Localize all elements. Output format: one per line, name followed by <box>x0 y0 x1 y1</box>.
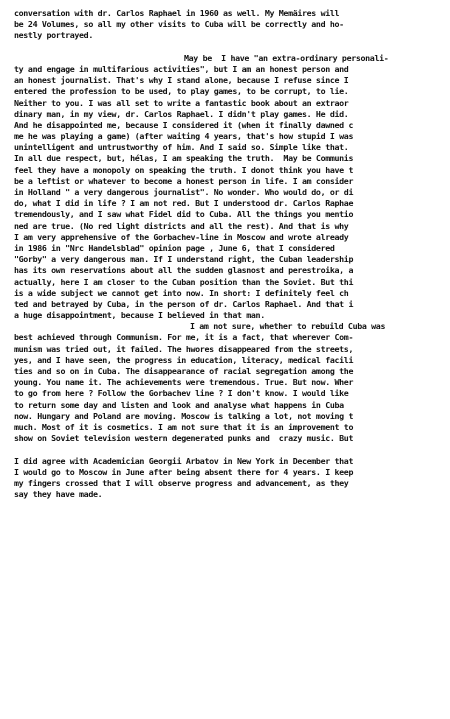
text-line: now. Hungary and Poland are moving. Moscow is talking a lot, not moving t <box>14 410 354 421</box>
typewritten-letter-body <box>14 8 444 500</box>
text-line: be 24 Volumes, so all my other visits to Cuba will be correctly and ho- <box>14 19 344 30</box>
text-line: show on Soviet television western degenerated punks and crazy music. But <box>14 433 354 444</box>
text-line: nestly portrayed. <box>14 30 93 41</box>
text-line: I am very apprehensive of the Gorbachev-line in Moscow and wrote already <box>14 231 349 242</box>
paragraph-opening-line: I am not sure, whether to rebuild Cuba was <box>190 321 386 332</box>
text-line: me he was playing a game) (after waiting 4 years, that's how stupid I was <box>14 131 354 142</box>
text-line: do, what I did in life ? I am not red. But I understood dr. Carlos Raphae <box>14 198 354 209</box>
paragraph-opening-line: May be I have "an extra-ordinary personali- <box>184 52 389 63</box>
text-line: feel they have a monopoly on speaking the truth. I donot think you have t <box>14 164 354 175</box>
text-line: a huge disappointment, because I believed in that man. <box>14 310 265 321</box>
text-line: be a leftist or whatever to become a honest person in life. I am consider <box>14 175 354 186</box>
text-line: say they have made. <box>14 489 103 500</box>
text-line: ted and betrayed by Cuba, in the person of dr. Carlos Raphael. And that i <box>14 298 354 309</box>
text-line: In all due respect, but, hélas, I am speaking the truth. May be Communis <box>14 153 354 164</box>
text-line: yes, and I have seen, the progress in education, literacy, medical facili <box>14 354 354 365</box>
text-line: an honest journalist. That's why I stand alone, because I refuse since I <box>14 75 349 86</box>
text-line: unintelligent and untrustworthy of him. And I said so. Simple like that. <box>14 142 349 153</box>
text-line: tremendously, and I saw what Fidel did to Cuba. All the things you mentio <box>14 209 354 220</box>
paragraph-gap <box>14 42 444 53</box>
text-line: conversation with dr. Carlos Raphael in 1960 as well. My Memäires will <box>14 8 340 18</box>
text-line: has its own reservations about all the sudden glasnost and perestroika, a <box>14 265 354 276</box>
paragraph-gap <box>14 444 444 455</box>
text-line: best achieved through Communism. For me, it is a fact, that wherever Com- <box>14 332 354 343</box>
text-line: I did agree with Academician Georgii Arbatov in New York in December that <box>14 455 354 466</box>
text-line: to return some day and listen and look and analyse what happens in Cuba <box>14 399 344 410</box>
text-line: entered the profession to be used, to play games, to be corrupt, to lie. <box>14 86 349 97</box>
text-line: munism was tried out, it failed. The hwores disappeared from the streets, <box>14 343 354 354</box>
text-line: ty and engage in multifarious activities", but I am an honest person and <box>14 63 349 74</box>
text-line: much. Most of it is cosmetics. I am not sure that it is an improvement to <box>14 421 354 432</box>
text-line: to go from here ? Follow the Gorbachev line ? I don't know. I would like <box>14 388 349 399</box>
text-line: in Holland " a very dangerous journalist". No wonder. Who would do, or di <box>14 187 354 197</box>
text-line: my fingers crossed that I will observe progress and advancement, as they <box>14 477 349 488</box>
text-line: ned are true. (No red light districts and all the rest). And that is why <box>14 220 349 231</box>
text-line: young. You name it. The achievements were tremendous. True. But now. Wher <box>14 377 354 388</box>
text-line: in 1986 in "Nrc Handelsblad" opinion page , June 6, that I considered <box>14 242 335 253</box>
text-line: is a wide subject we cannot get into now. In short: I definitely feel ch <box>14 287 349 298</box>
text-line: And he disappointed me, because I considered it (when it finally dawned c <box>14 119 354 130</box>
text-line: ties and so on in Cuba. The disappearance of racial segregation among the <box>14 366 354 376</box>
text-line: I would go to Moscow in June after being absent there for 4 years. I keep <box>14 466 354 477</box>
text-line: dinary man, in my view, dr. Carlos Raphael. I didn't play games. He did. <box>14 108 349 119</box>
text-line: actually, here I am closer to the Cuban position than the Soviet. But thi <box>14 276 354 287</box>
text-line: "Gorby" a very dangerous man. If I understand right, the Cuban leadership <box>14 254 354 265</box>
text-line: Neither to you. I was all set to write a fantastic book about an extraor <box>14 97 349 108</box>
